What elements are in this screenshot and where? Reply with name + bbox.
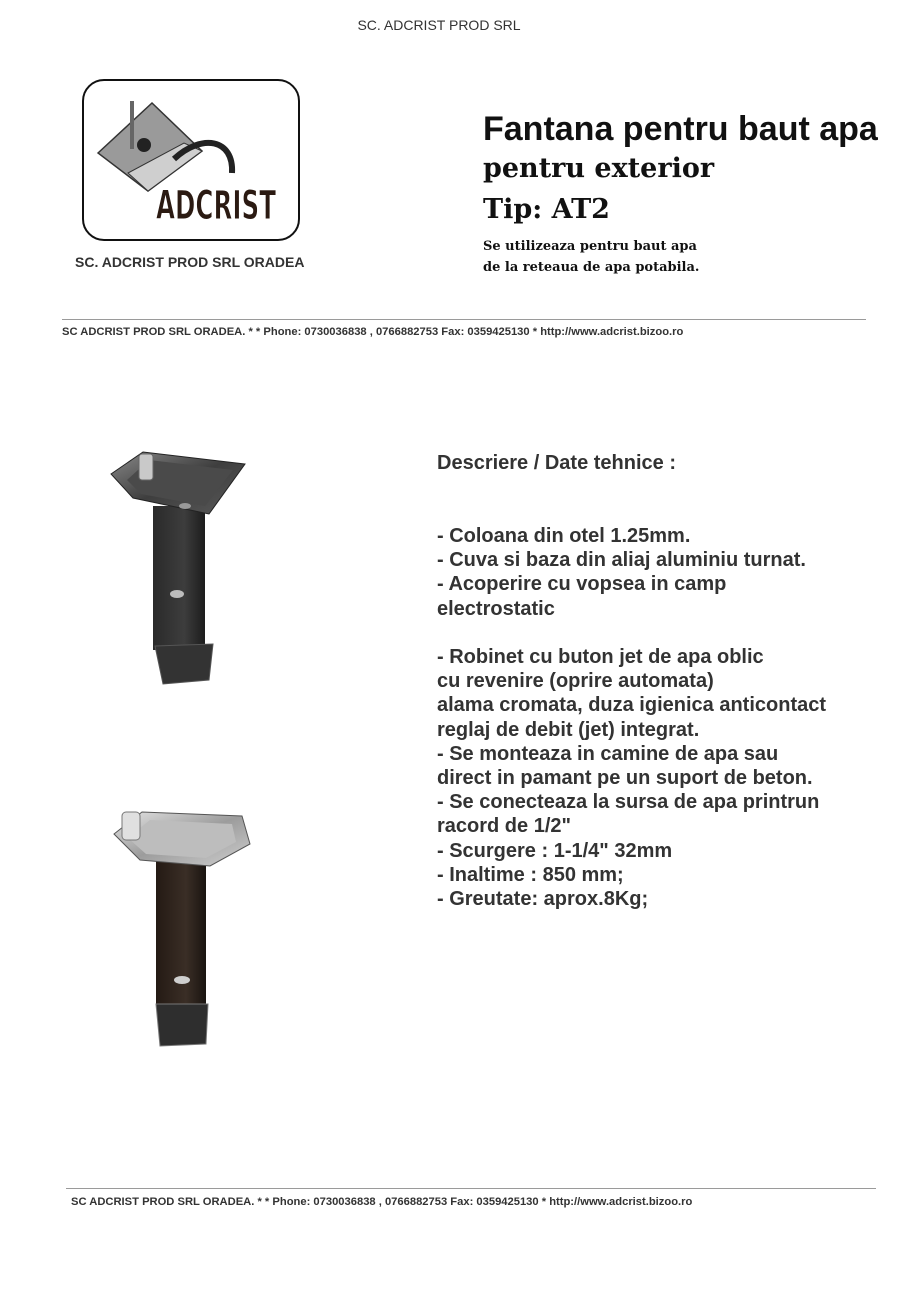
spec-line: cu revenire (oprire automata)	[437, 670, 714, 693]
usage-line: Se utilizeaza pentru baut apa	[483, 239, 697, 254]
contact-bar-bottom: SC ADCRIST PROD SRL ORADEA. * * Phone: 0730036838 , 0766882753 Fax: 0359425130 * http://www.adcrist.bizoo.ro	[71, 1196, 693, 1208]
spec-spacer	[437, 621, 887, 645]
product-subtitle: pentru exterior	[483, 153, 715, 184]
fountain-column	[153, 506, 205, 650]
divider-top	[62, 319, 866, 320]
logo-dot	[137, 138, 151, 152]
contact-bar-top: SC ADCRIST PROD SRL ORADEA. * * Phone: 0730036838 , 0766882753 Fax: 0359425130 * http://www.adcrist.bizoo.ro	[62, 326, 684, 338]
spec-line: - Acoperire cu vopsea in camp	[437, 573, 727, 596]
fountain-plate	[174, 976, 190, 984]
company-logo	[82, 79, 300, 241]
fountain-base	[156, 1004, 208, 1046]
spec-line: - Greutate: aprox.8Kg;	[437, 888, 649, 911]
product-usage	[483, 236, 699, 278]
logo-bar	[130, 101, 134, 149]
fountain-column	[156, 860, 206, 1008]
product-title: Fantana pentru baut apa	[483, 110, 878, 148]
fountain-illustration	[105, 448, 255, 688]
fountain-illustration	[110, 808, 260, 1053]
fountain-drain	[179, 503, 191, 509]
fountain-plate	[170, 590, 184, 598]
spec-line: alama cromata, duza igienica anticontact	[437, 694, 827, 717]
spec-line: - Robinet cu buton jet de apa oblic	[437, 646, 764, 668]
logo-caption: SC. ADCRIST PROD SRL ORADEA	[75, 254, 305, 270]
description-heading: Descriere / Date tehnice :	[437, 452, 676, 474]
spec-line: reglaj de debit (jet) integrat.	[437, 718, 700, 741]
spec-line: - Se conecteaza la sursa de apa printrun	[437, 791, 820, 814]
product-type: Tip: AT2	[483, 194, 610, 225]
fountain-photo-1	[105, 448, 255, 688]
spec-line: racord de 1/2"	[437, 815, 571, 838]
page-header-company: SC. ADCRIST PROD SRL	[357, 17, 521, 33]
spec-line: - Se monteaza in camine de apa sau	[437, 742, 779, 765]
divider-bottom	[66, 1188, 876, 1189]
spec-line: direct in pamant pe un suport de beton.	[437, 767, 813, 790]
fountain-base	[155, 644, 213, 684]
spec-line: - Coloana din otel 1.25mm.	[437, 525, 691, 547]
spec-line: - Scurgere : 1-1/4" 32mm	[437, 839, 673, 862]
logo-brand-text: ADCRIST	[156, 183, 277, 229]
technical-description	[437, 524, 887, 911]
logo-graphic	[84, 81, 298, 239]
fountain-photo-2	[110, 808, 260, 1053]
fountain-faucet	[122, 812, 140, 840]
spec-line: - Cuva si baza din aliaj aluminiu turnat.	[437, 549, 806, 572]
fountain-faucet	[139, 454, 153, 480]
spec-line: electrostatic	[437, 597, 555, 620]
usage-line: de la reteaua de apa potabila.	[483, 260, 700, 275]
spec-line: - Inaltime : 850 mm;	[437, 863, 624, 886]
